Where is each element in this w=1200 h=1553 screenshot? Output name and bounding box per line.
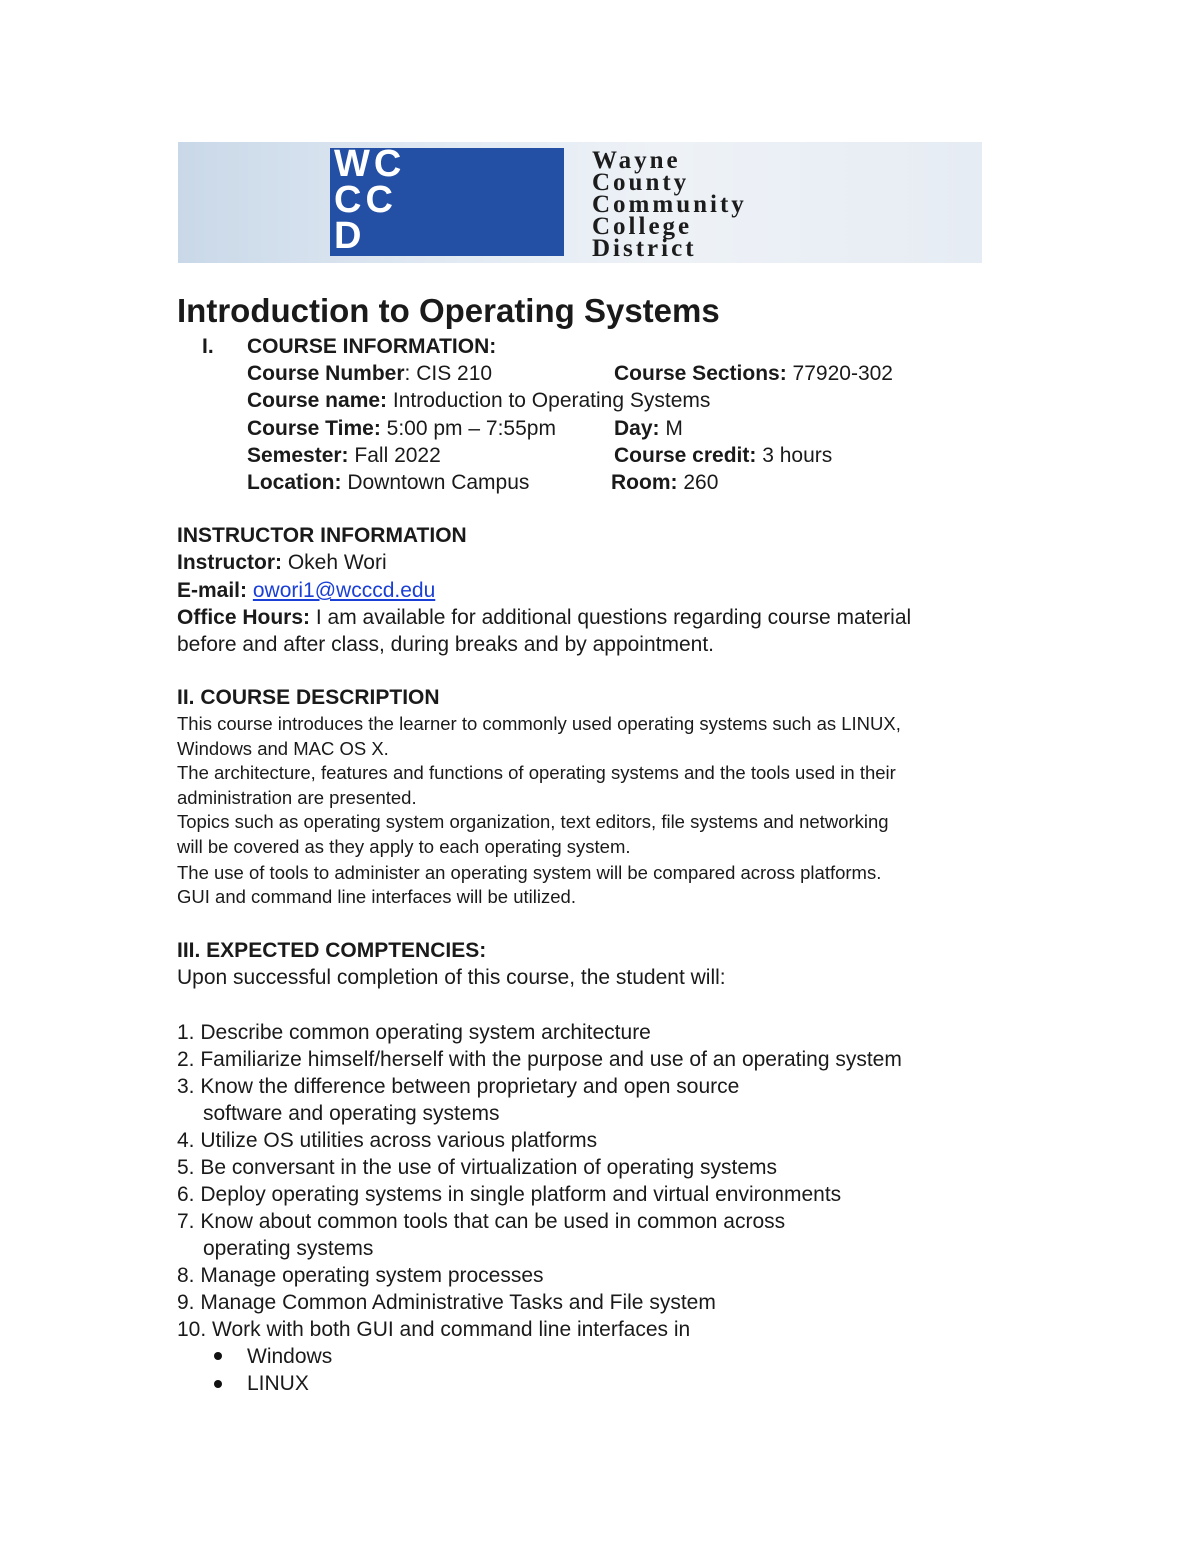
instructor-name-row: Instructor: Okeh Wori — [177, 551, 387, 574]
competency-item: 10. Work with both GUI and command line interfaces in — [177, 1318, 691, 1341]
email-link[interactable]: owori1@wcccd.edu — [252, 579, 436, 602]
course-number-row: Course Number: CIS 210 — [247, 362, 493, 385]
logo-letters: WC CC D — [334, 143, 406, 257]
college-logo — [178, 142, 982, 263]
description-line: Topics such as operating system organization, text editors, file systems and networking — [177, 811, 889, 832]
course-time-row: Course Time: 5:00 pm – 7:55pm — [247, 417, 556, 440]
competency-item-continuation: operating systems — [203, 1237, 374, 1260]
competency-item: 7. Know about common tools that can be used in common across — [177, 1210, 786, 1233]
section-numeral: I. — [202, 335, 214, 358]
description-line: GUI and command line interfaces will be utilized. — [177, 886, 576, 907]
location-row: Location: Downtown Campus — [247, 471, 530, 494]
description-line: administration are presented. — [177, 787, 417, 808]
competency-item: 2. Familiarize himself/herself with the purpose and use of an operating system — [177, 1048, 902, 1071]
room-row: Room: 260 — [611, 471, 719, 494]
competency-item: 6. Deploy operating systems in single platform and virtual environments — [177, 1183, 842, 1206]
competency-item-continuation: software and operating systems — [203, 1102, 500, 1125]
course-name-row: Course name: Introduction to Operating Systems — [247, 389, 711, 412]
instructor-heading: INSTRUCTOR INFORMATION — [177, 524, 467, 547]
description-line: The architecture, features and functions of operating systems and the tools used in their — [177, 762, 896, 783]
bullet-icon — [214, 1352, 222, 1360]
course-info-heading: COURSE INFORMATION: — [247, 335, 497, 358]
competency-item: 8. Manage operating system processes — [177, 1264, 544, 1287]
day-row: Day: M — [614, 417, 683, 440]
competencies-heading: III. EXPECTED COMPTENCIES: — [177, 939, 487, 962]
competency-item: 9. Manage Common Administrative Tasks and File system — [177, 1291, 716, 1314]
description-line: Windows and MAC OS X. — [177, 738, 389, 759]
competency-item: 4. Utilize OS utilities across various platforms — [177, 1129, 598, 1152]
semester-row: Semester: Fall 2022 — [247, 444, 441, 467]
page-title: Introduction to Operating Systems — [177, 292, 720, 329]
office-hours-row: Office Hours: I am available for additional questions regarding course material — [177, 606, 912, 629]
office-hours-continuation: before and after class, during breaks and by appointment. — [177, 633, 714, 656]
description-line: will be covered as they apply to each operating system. — [177, 836, 631, 857]
competency-item: 1. Describe common operating system architecture — [177, 1021, 651, 1044]
email-row: E-mail: owori1@wcccd.edu — [177, 579, 436, 602]
competencies-intro: Upon successful completion of this course, the student will: — [177, 966, 726, 989]
course-credit-row: Course credit: 3 hours — [614, 444, 833, 467]
platform-item: Windows — [247, 1345, 333, 1368]
description-line: The use of tools to administer an operating system will be compared across platforms. — [177, 862, 882, 883]
competency-item: 3. Know the difference between proprietary and open source — [177, 1075, 740, 1098]
description-line: This course introduces the learner to commonly used operating systems such as LINUX, — [177, 713, 901, 734]
bullet-icon — [214, 1380, 222, 1388]
competency-item: 5. Be conversant in the use of virtualization of operating systems — [177, 1156, 777, 1179]
logo-wordmark: Wayne County Community College District — [592, 147, 747, 262]
course-description-heading: II. COURSE DESCRIPTION — [177, 686, 440, 709]
platform-item: LINUX — [247, 1372, 309, 1395]
course-sections-row: Course Sections: 77920-302 — [614, 362, 893, 385]
